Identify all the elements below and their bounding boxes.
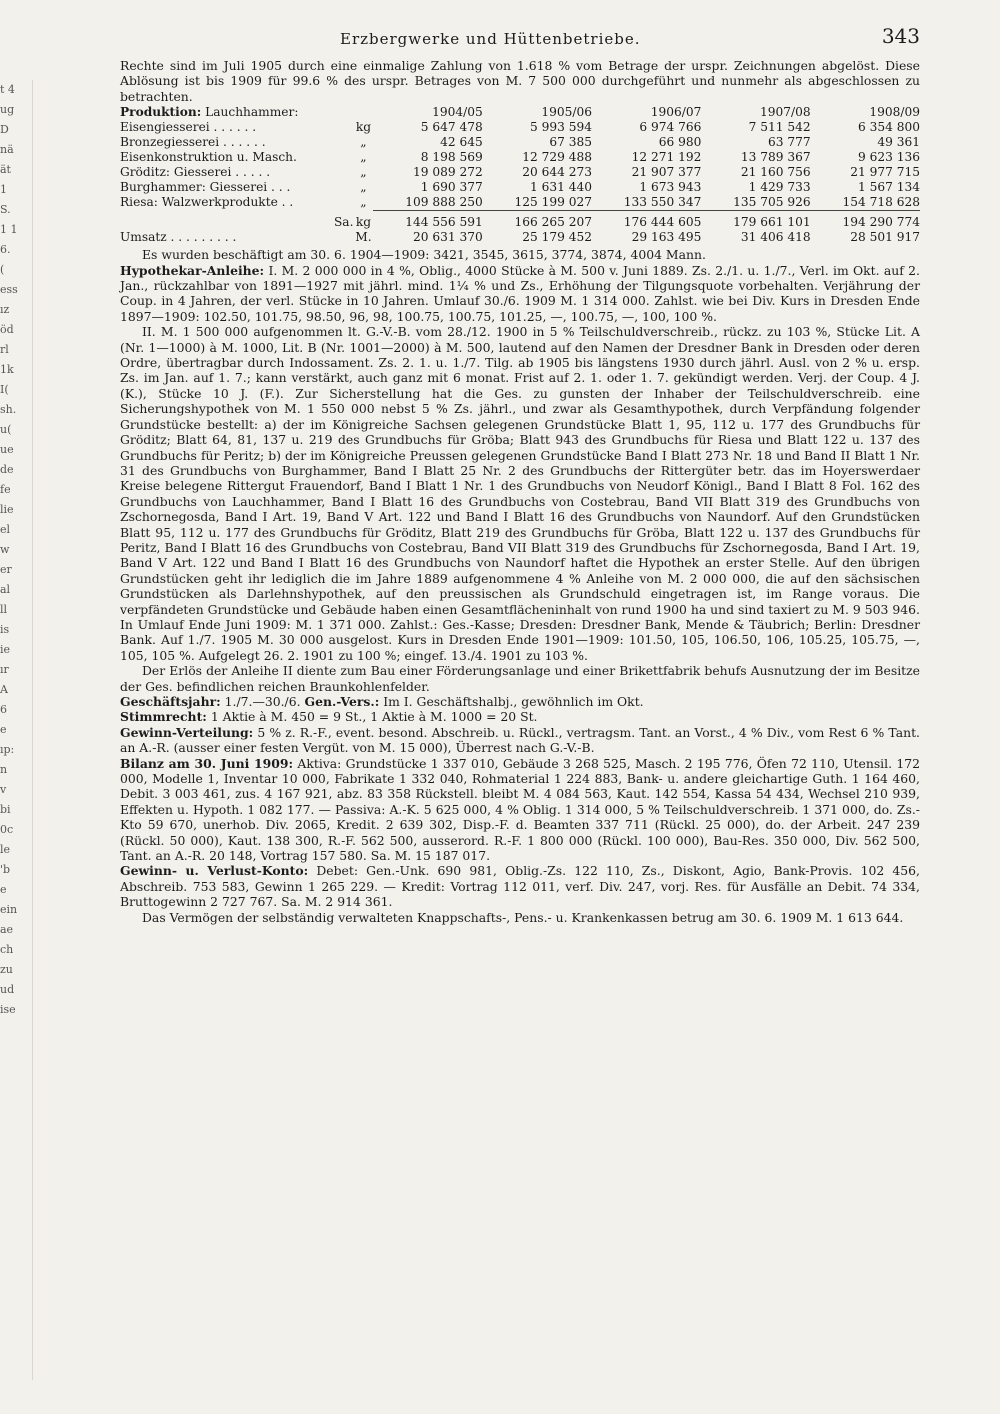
sum-label: Sa. [333, 214, 354, 229]
margin-fragment: ch [0, 943, 14, 956]
paragraph-text: 1 Aktie à M. 450 = 9 St., 1 Aktie à M. 1000 = 20 St. [206, 709, 538, 725]
row-value: 19 089 272 [412, 165, 483, 180]
production-label [120, 105, 353, 120]
margin-fragment: is [0, 623, 10, 636]
margin-fragment: fe [0, 483, 11, 496]
row-value: 8 198 569 [420, 150, 483, 165]
paragraph-text: Das Vermögen der selbständig verwalteten Knappschafts-, Pens.- u. Krankenkassen betrug am 30. 6. 1909 M. 1 613 644. [142, 909, 904, 925]
section-lead: Geschäftsjahr: [120, 694, 221, 709]
paragraph [120, 694, 920, 709]
document-page [120, 18, 920, 925]
margin-fragment: ll [0, 603, 8, 616]
table-row [120, 120, 920, 135]
row-value: 12 271 192 [631, 150, 702, 165]
margin-fragment: ̈öd [0, 323, 14, 336]
paragraph [120, 263, 920, 325]
row-label: Burghammer: Giesserei . . . [120, 180, 291, 195]
row-value: 21 977 715 [850, 165, 920, 180]
table-row [120, 150, 920, 165]
margin-fragment: 1 [0, 183, 7, 196]
margin-fragment: D [0, 123, 9, 136]
row-value: 135 705 926 [733, 195, 811, 210]
margin-fragment: 6. [0, 243, 11, 256]
section-lead: Gewinn- u. Verlust-Konto: [120, 863, 309, 879]
margin-fragment: w [0, 543, 10, 556]
row-value: 1 631 440 [530, 180, 593, 195]
table-header-row [120, 105, 920, 120]
umsatz-value: 28 501 917 [850, 230, 920, 245]
margin-fragment: n [0, 763, 8, 776]
paragraph [120, 863, 920, 909]
row-value: 133 550 347 [623, 195, 702, 210]
umsatz-value: 29 163 495 [631, 230, 702, 245]
margin-fragment: ie [0, 643, 11, 656]
row-value: 63 777 [767, 135, 811, 150]
row-unit: kg [355, 120, 372, 135]
body-paragraphs [120, 247, 920, 925]
margin-fragment: ıp: [0, 743, 15, 756]
page-number: 343 [881, 24, 920, 48]
sum-value: 166 265 207 [483, 211, 592, 231]
margin-fragment: e [0, 883, 7, 896]
row-unit: „ [360, 135, 367, 150]
paragraph-text: I. M. 2 000 000 in 4 %, Oblig., 4000 Stücke à M. 500 v. Juni 1889. Zs. 2./1. u. 1./7., Verl. im Okt. auf 2. Jan., rückzahlbar von 1891—1927 mit jährl. mind. 1¼ % und Zs., Erhöhung der Tilgungsquote vorbehalten. Verjährung der Coup. in 4 Jahren, der verl. Stücke in 10 Jahren. Umlauf 30./6. 1909 M. 1 314 000. Zahlst. wie bei Div. Kurs in Dresden Ende 1897—1909: 102.50, 101.75, 98.50, 96, 98, 100.75, 100.75, 101.25, —, 100.75, —, 100, 100 %. [120, 262, 920, 324]
paragraph [120, 247, 920, 262]
margin-fragment: ır [0, 663, 9, 676]
production-heading: Produktion: [120, 105, 202, 120]
margin-fragment: de [0, 463, 14, 476]
margin-fragment: sh. [0, 403, 17, 416]
article-text [120, 58, 920, 925]
paragraph [120, 756, 920, 864]
umsatz-unit: M. [355, 230, 372, 245]
production-subject: Lauchhammer: [205, 105, 299, 120]
paragraph-text: Der Erlös der Anleihe II diente zum Bau einer Förderungsanlage und einer Brikettfabrik behufs Ausnutzung der im Besitze der Ges. befindlichen reichen Braunkohlenfelder. [120, 663, 920, 694]
row-value: 67 385 [549, 135, 593, 150]
margin-fragment: 0c [0, 823, 14, 836]
year-header: 1904/05 [432, 105, 483, 120]
margin-fragment: ue [0, 443, 14, 456]
adjacent-page-edge [0, 80, 33, 1380]
margin-fragment: ein [0, 903, 18, 916]
umsatz-label: Umsatz . . . . . . . . . [120, 230, 237, 245]
umsatz-row [120, 230, 920, 245]
section-lead: Hypothekar-Anleihe: [120, 262, 265, 278]
row-unit: „ [360, 180, 367, 195]
table-row [120, 165, 920, 180]
margin-fragment: t 4 [0, 83, 15, 96]
row-value: 1 567 134 [857, 180, 920, 195]
row-value: 5 647 478 [420, 120, 483, 135]
margin-fragment: S. [0, 203, 11, 216]
row-value: 1 690 377 [420, 180, 483, 195]
row-value: 9 623 136 [857, 150, 920, 165]
table-row [120, 135, 920, 150]
margin-fragment: 'b [0, 863, 11, 876]
margin-fragment: v [0, 783, 7, 796]
table-row [120, 195, 920, 211]
running-title: Erzbergwerke und Hüttenbetriebe. [340, 30, 641, 48]
year-header: 1905/06 [541, 105, 593, 120]
umsatz-value: 20 631 370 [412, 230, 483, 245]
row-value: 7 511 542 [748, 120, 811, 135]
row-value: 6 974 766 [639, 120, 702, 135]
row-value: 109 888 250 [405, 195, 483, 210]
section-lead: Stimmrecht: [120, 709, 207, 725]
paragraph-text: 5 % z. R.-F., event. besond. Abschreib. u. Rückl., vertragsm. Tant. an Vorst., 4 % Div., vom Rest 6 % Tant. an A.-R. (ausser einer festen Vergüt. von M. 15 000), Überrest nach G.-V.-B. [120, 724, 920, 756]
year-header: 1908/09 [869, 105, 920, 120]
margin-fragment: zu [0, 963, 13, 976]
production-table [120, 105, 920, 245]
row-value: 125 199 027 [514, 195, 593, 210]
margin-fragment: ise [0, 1003, 16, 1016]
row-value: 21 160 756 [740, 165, 811, 180]
page-header [120, 18, 920, 58]
section-lead: Gen.-Vers.: [304, 694, 380, 709]
margin-fragment: lie [0, 503, 14, 516]
margin-fragment: 6 [0, 703, 7, 716]
sum-row [120, 211, 920, 231]
margin-fragment: bi [0, 803, 11, 816]
margin-fragment: ät [0, 163, 11, 176]
table-row [120, 180, 920, 195]
paragraph-text: Debet: Gen.-Unk. 690 981, Oblig.-Zs. 122 110, Zs., Diskont, Agio, Bank-Provis. 102 456, Abschreib. 753 583, Gewinn 1 265 229. — Kredit: Vortrag 112 011, verf. Div. 247, vorj. Res. für Ausfälle an Debit. 74 334, Bruttogewinn 2 727 767. Sa. M. 2 914 361. [120, 863, 920, 910]
sum-value: 194 290 774 [811, 211, 920, 231]
paragraph-text: II. M. 1 500 000 aufgenommen lt. G.-V.-B. vom 28./12. 1900 in 5 % Teilschuldverschreib., rückz. zu 103 %, Stücke Lit. A (Nr. 1—1000) à M. 1000, Lit. B (Nr. 1001—2000) à M. 500, lautend auf den Namen der Dresdner Bank in Dresden oder deren Ordre, übertragbar durch Indossament. Zs. 2. 1. u. 1./7. Tilg. ab 1905 bis längstens 1930 durch jährl. Ausl. von 2 % u. ersp. Zs. im Jan. auf 1. 7.; kann verstärkt, auch ganz mit 6 monat. Frist auf 2. 1. oder 1. 7. gekündigt werden. Verj. der Coup. 4 J. (K.), Stücke 10 J. (F.). Zur Sicherstellung hat die Ges. zu gunsten der Inhaber der Teilschuldverschreib. eine Sicherungshypothek von M. 1 550 000 nebst 5 % Zs. jährl., und zwar als Gesamthypothek, durch Verpfändung folgender Grundstücke bestellt: a) der im Königreiche Sachsen gelegenen Grundstücke Blatt 1, 95, 112 u. 177 des Grundbuchs für Gröditz; Blatt 64, 81, 137 u. 219 des Grundbuchs für Gröba; Blatt 943 des Grundbuchs für Riesa und Blatt 122 u. 137 des Grundbuchs für Peritz; b) der im Königreiche Preussen gelegenen Grundstücke Band I Blatt 273 Nr. 18 und Band II Blatt 1 Nr. 31 des Grundbuchs von Burghammer, Band I Blatt 25 Nr. 2 des Grundbuchs der Rittergüter betr. das im Hoyerswerdaer Kreise belegene Rittergut Frauendorf, Band I Blatt 1 Nr. 1 des Grundbuchs von Neudorf Königl., Band I Blatt 8 Fol. 162 des Grundbuchs von Lauchhammer, Band I Blatt 16 des Grundbuchs von Costebrau, Band VII Blatt 319 des Grundbuchs von Zschornegosda, Band I Art. 19, Band V Art. 122 und Band I Blatt 16 des Grundbuchs von Naundorf. Auf den Grundstücken Blatt 95, 112 u. 177 des Grundbuchs für Gröditz, Blatt 219 des Grundbuchs für Gröba, Blatt 122 u. 137 des Grundbuchs für Peritz, Band I Blatt 16 des Grundbuchs von Costebrau, Band VII Blatt 319 des Grundbuchs für Zschornegosda, Band I Art. 19, Band V Art. 122 und Band I Blatt 16 des Grundbuchs von Naundorf haftet die Hypothek an erster Stelle. Auf den übrigen Grundstücken geht ihr lediglich die im Jahre 1889 aufgenommene 4 % Anleihe von M. 2 000 000, die auf den sächsischen Grundstücken als Darlehnshypothek, auf den preussischen als Grundschuld eingetragen ist, im Range voraus. Die verpfändeten Grundstücke und Gebäude haben einen Gesamtflächeninhalt von rund 1900 ha und sind taxiert zu M. 9 503 946. In Umlauf Ende Juni 1909: M. 1 371 000. Zahlst.: Ges.-Kasse; Dresden: Dresdner Bank, Mende & Täubrich; Berlin: Dresdner Bank. Auf 1./7. 1905 M. 30 000 ausgelost. Kurs in Dresden Ende 1901—1909: 101.50, 105, 106.50, 106, 105.25, 105.75, —, 105, 105 %. Aufgelegt 26. 2. 1901 zu 100 %; eingef. 13./4. 1901 zu 103 %. [120, 324, 920, 663]
margin-fragment: I( [0, 383, 9, 396]
paragraph-text: 1./7.—30./6. [220, 694, 305, 709]
paragraph [120, 725, 920, 756]
paragraph [120, 663, 920, 694]
row-value: 66 980 [658, 135, 702, 150]
year-header: 1907/08 [760, 105, 811, 120]
margin-fragment: ess [0, 283, 18, 296]
margin-fragment: ( [0, 263, 5, 276]
row-value: 1 673 943 [639, 180, 702, 195]
row-label: Bronzegiesserei . . . . . . [120, 135, 266, 150]
margin-fragment: ız [0, 303, 10, 316]
margin-fragment: 1k [0, 363, 14, 376]
margin-fragment: 1 1 [0, 223, 18, 236]
margin-fragment: ud [0, 983, 15, 996]
row-value: 6 354 800 [857, 120, 920, 135]
margin-fragment: er [0, 563, 12, 576]
section-lead: Gewinn-Verteilung: [120, 724, 254, 740]
margin-fragment: nä [0, 143, 14, 156]
row-value: 21 907 377 [631, 165, 702, 180]
margin-fragment: ae [0, 923, 14, 936]
umsatz-value: 25 179 452 [522, 230, 593, 245]
margin-fragment: el [0, 523, 11, 536]
margin-fragment: le [0, 843, 11, 856]
margin-fragment: e [0, 723, 7, 736]
row-value: 5 993 594 [530, 120, 593, 135]
paragraph-text: Aktiva: Grundstücke 1 337 010, Gebäude 3 268 525, Masch. 2 195 776, Öfen 72 110, Utensil. 172 000, Modelle 1, Inventar 10 000, Fabrikate 1 332 040, Rohmaterial 1 224 883, Bank- u. andere gleichartige Guth. 1 164 460, Debit. 3 003 461, zus. 4 167 921, abz. 83 358 Rückstell. bleibt M. 4 084 563, Kaut. 142 554, Kassa 54 434, Wechsel 210 939, Effekten u. Hypoth. 1 082 177. — Passiva: A.-K. 5 625 000, 4 % Oblig. 1 314 000, 5 % Teilschuldverschreib. 1 371 000, do. Zs.-Kto 59 670, unerhob. Div. 2065, Kredit. 2 639 302, Disp.-F. d. Beamten 337 711 (Rückl. 25 000), do. der Arbeit. 247 239 (Rückl. 50 000), Kaut. 138 300, R.-F. 562 500, ausserord. R.-F. 1 800 000 (Rückl. 100 000), Bau-Res. 350 000, Div. 562 500, Tant. an A.-R. 20 148, Vortrag 157 580. Sa. M. 15 187 017. [120, 755, 921, 864]
row-value: 20 644 273 [522, 165, 593, 180]
paragraph [120, 709, 920, 724]
margin-fragment: u( [0, 423, 12, 436]
margin-fragment: rl [0, 343, 9, 356]
margin-fragment: al [0, 583, 11, 596]
umsatz-value: 31 406 418 [740, 230, 811, 245]
margin-fragment: ug [0, 103, 15, 116]
sum-value: 179 661 101 [701, 211, 810, 231]
sum-value: 144 556 591 [373, 211, 482, 231]
row-label: Gröditz: Giesserei . . . . . [120, 165, 271, 180]
year-header: 1906/07 [650, 105, 702, 120]
paragraph [120, 324, 920, 663]
row-value: 12 729 488 [522, 150, 593, 165]
row-label: Eisengiesserei . . . . . . [120, 120, 257, 135]
margin-fragment: A [0, 683, 8, 696]
row-label: Eisenkonstruktion u. Masch. [120, 150, 297, 165]
row-label: Riesa: Walzwerkprodukte . . [120, 195, 294, 210]
row-value: 154 718 628 [842, 195, 920, 210]
row-unit: „ [360, 150, 367, 165]
intro-paragraph: Rechte sind im Juli 1905 durch eine einmalige Zahlung von 1.618 % vom Betrage der urspr. Zeichnungen abgelöst. Diese Ablösung ist bis 1909 für 99.6 % des urspr. Betrages von M. 7 500 000 durchgeführt und nunmehr als abgeschlossen zu betrachten. [120, 58, 920, 104]
row-value: 42 645 [440, 135, 483, 150]
paragraph-text: Im I. Geschäftshalbj., gewöhnlich im Okt. [379, 694, 644, 709]
row-value: 1 429 733 [748, 180, 811, 195]
unit-header [353, 105, 373, 120]
section-lead: Bilanz am 30. Juni 1909: [120, 755, 294, 771]
paragraph [120, 910, 920, 925]
paragraph-text: Es wurden beschäftigt am 30. 6. 1904—1909: 3421, 3545, 3615, 3774, 3874, 4004 Mann. [142, 247, 706, 263]
row-unit: „ [360, 165, 367, 180]
sum-unit: kg [355, 214, 372, 229]
row-value: 49 361 [877, 135, 920, 150]
row-unit: „ [360, 195, 367, 210]
row-value: 13 789 367 [740, 150, 811, 165]
sum-value: 176 444 605 [592, 211, 701, 231]
